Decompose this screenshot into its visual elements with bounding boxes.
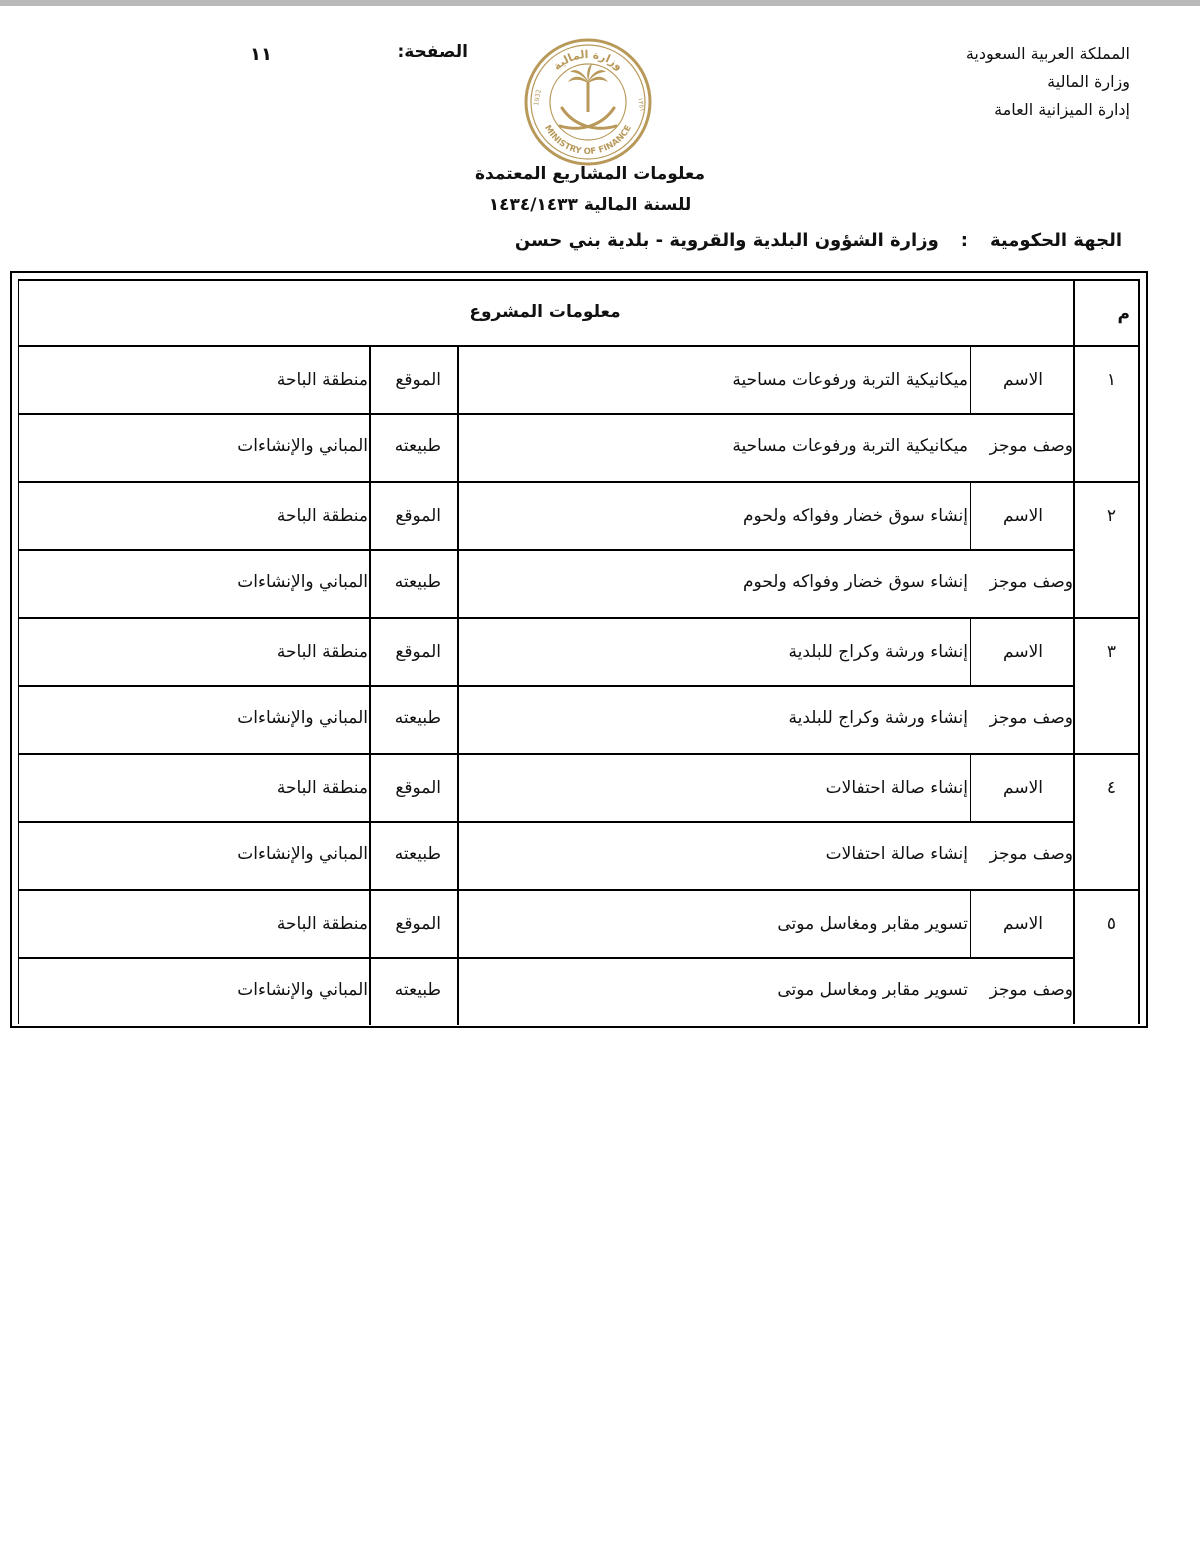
project-location: منطقة الباحة <box>276 914 368 934</box>
seal-arabic-text: وزارة المالية <box>550 47 626 73</box>
project-location: منطقة الباحة <box>276 642 368 662</box>
description-label: وصف موجز <box>989 436 1073 456</box>
projects-table <box>10 271 1148 1028</box>
fiscal-year: للسنة المالية ١٤٣٤/١٤٣٣ <box>488 195 692 215</box>
nature-label: طبيعته <box>394 708 441 728</box>
project-nature: المباني والإنشاءات <box>237 436 368 456</box>
project-description: إنشاء ورشة وكراج للبلدية <box>788 708 968 728</box>
name-label: الاسم <box>1003 370 1043 390</box>
project-name: إنشاء سوق خضار وفواكه ولحوم <box>743 506 968 526</box>
seal-year-right: ١٣٥١ <box>636 96 647 113</box>
column-divider <box>970 619 971 685</box>
location-label: الموقع <box>395 778 441 798</box>
row-number: ١ <box>1106 370 1116 390</box>
project-location: منطقة الباحة <box>276 778 368 798</box>
column-divider <box>970 891 971 957</box>
project-nature: المباني والإنشاءات <box>237 572 368 592</box>
project-description: ميكانيكية التربة ورفوعات مساحية <box>732 436 968 456</box>
project-description: تسوير مقابر ومغاسل موتى <box>777 980 968 1000</box>
row-divider <box>18 889 1140 891</box>
column-divider <box>369 483 371 617</box>
top-bar <box>0 0 1200 6</box>
name-label: الاسم <box>1003 914 1043 934</box>
column-divider <box>970 755 971 821</box>
nature-label: طبيعته <box>394 844 441 864</box>
project-location: منطقة الباحة <box>276 370 368 390</box>
column-divider <box>457 483 459 617</box>
document-title: معلومات المشاريع المعتمدة <box>474 164 705 184</box>
description-label: وصف موجز <box>989 844 1073 864</box>
row-number: ٥ <box>1106 914 1116 934</box>
column-divider <box>970 347 971 413</box>
description-label: وصف موجز <box>989 708 1073 728</box>
column-divider <box>369 347 371 481</box>
row-divider <box>18 481 1140 483</box>
kingdom-name: المملكة العربية السعودية <box>965 44 1130 63</box>
description-label: وصف موجز <box>989 980 1073 1000</box>
name-label: الاسم <box>1003 506 1043 526</box>
row-number: ٢ <box>1106 506 1116 526</box>
ministry-name: وزارة المالية <box>1047 72 1130 91</box>
ministry-seal-logo <box>522 36 654 168</box>
name-label: الاسم <box>1003 642 1043 662</box>
column-number-header: م <box>1117 304 1130 324</box>
column-divider <box>457 891 459 1025</box>
nature-label: طبيعته <box>394 980 441 1000</box>
row-number: ٣ <box>1106 642 1116 662</box>
column-info-header: معلومات المشروع <box>469 302 621 322</box>
project-nature: المباني والإنشاءات <box>237 980 368 1000</box>
project-name: تسوير مقابر ومغاسل موتى <box>777 914 968 934</box>
column-divider <box>457 755 459 889</box>
project-name: إنشاء ورشة وكراج للبلدية <box>788 642 968 662</box>
nature-label: طبيعته <box>394 436 441 456</box>
seal-year-left: 1932 <box>532 88 543 107</box>
column-divider <box>457 619 459 753</box>
column-divider <box>369 755 371 889</box>
page-number: ١١ <box>250 44 272 65</box>
project-location: منطقة الباحة <box>276 506 368 526</box>
row-divider <box>18 345 1140 347</box>
issuer-block <box>966 40 1130 124</box>
project-name: ميكانيكية التربة ورفوعات مساحية <box>732 370 968 390</box>
description-label: وصف موجز <box>989 572 1073 592</box>
department-name: إدارة الميزانية العامة <box>994 100 1130 119</box>
row-divider <box>18 617 1140 619</box>
location-label: الموقع <box>395 914 441 934</box>
project-name: إنشاء صالة احتفالات <box>825 778 968 798</box>
entity-value: وزارة الشؤون البلدية والقروية - بلدية بني حسن <box>514 230 939 251</box>
location-label: الموقع <box>395 370 441 390</box>
project-description: إنشاء سوق خضار وفواكه ولحوم <box>743 572 968 592</box>
row-number: ٤ <box>1106 778 1116 798</box>
seal-english-text: MINISTRY OF FINANCE <box>542 123 634 158</box>
project-nature: المباني والإنشاءات <box>237 708 368 728</box>
projects-table-inner <box>18 279 1140 1024</box>
palm-tree-icon <box>568 64 608 112</box>
entity-colon: : <box>960 230 968 251</box>
project-nature: المباني والإنشاءات <box>237 844 368 864</box>
column-divider <box>369 619 371 753</box>
column-divider <box>970 483 971 549</box>
project-description: إنشاء صالة احتفالات <box>825 844 968 864</box>
name-label: الاسم <box>1003 778 1043 798</box>
row-divider <box>18 753 1140 755</box>
column-divider <box>457 347 459 481</box>
page-label: الصفحة: <box>397 42 468 62</box>
location-label: الموقع <box>395 506 441 526</box>
government-entity <box>515 230 1122 251</box>
location-label: الموقع <box>395 642 441 662</box>
entity-label: الجهة الحكومية <box>989 230 1122 251</box>
nature-label: طبيعته <box>394 572 441 592</box>
column-divider <box>1073 279 1075 1024</box>
column-divider <box>369 891 371 1025</box>
